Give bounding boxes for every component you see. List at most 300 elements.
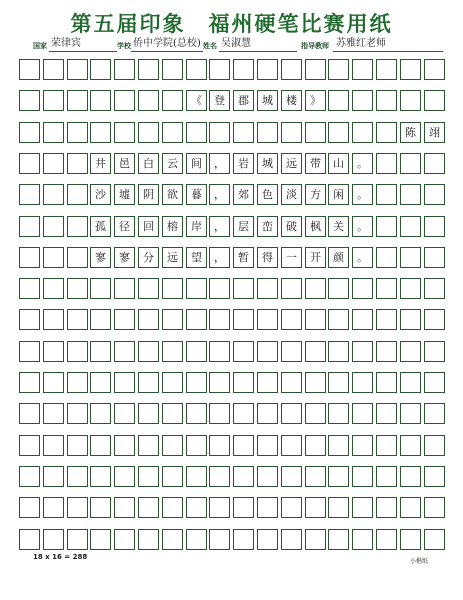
grid-cell [67, 90, 88, 111]
grid-cell [114, 497, 135, 518]
grid-cell [186, 403, 207, 424]
grid-cell: 淡 [281, 184, 302, 205]
teacher-label: 指导教师 [301, 42, 329, 50]
grid-cell [43, 403, 64, 424]
grid-cell [209, 278, 230, 299]
grid-cell [424, 466, 445, 487]
grid-cell [376, 435, 397, 456]
grid-cell [424, 153, 445, 174]
grid-cell [162, 497, 183, 518]
grid-cell [186, 122, 207, 143]
grid-cell [376, 466, 397, 487]
grid-cell [138, 278, 159, 299]
grid-cell [328, 435, 349, 456]
grid-cell [43, 122, 64, 143]
grid-cell: 枫 [305, 216, 326, 237]
grid-cell [138, 403, 159, 424]
grid-cell: 暂 [233, 247, 254, 268]
grid-cell [67, 309, 88, 330]
grid-cell [162, 435, 183, 456]
grid-cell: ， [209, 247, 230, 268]
grid-row [19, 184, 445, 205]
grid-cell [43, 184, 64, 205]
grid-cell [328, 59, 349, 80]
grid-cell: 郊 [233, 184, 254, 205]
grid-row [19, 247, 445, 268]
grid-cell [400, 403, 421, 424]
grid-cell [90, 497, 111, 518]
grid-cell [305, 309, 326, 330]
grid-cell [328, 309, 349, 330]
grid-cell: 城 [257, 90, 278, 111]
grid-cell [19, 247, 40, 268]
grid-cell [209, 529, 230, 550]
grid-cell [19, 278, 40, 299]
grid-cell [138, 341, 159, 362]
grid-cell [352, 372, 373, 393]
grid-cell [114, 278, 135, 299]
grid-cell [305, 372, 326, 393]
grid-cell: 井 [90, 153, 111, 174]
grid-row [19, 122, 445, 143]
grid-cell [400, 153, 421, 174]
grid-cell [233, 278, 254, 299]
grid-cell [424, 309, 445, 330]
grid-cell [162, 529, 183, 550]
grid-cell [19, 497, 40, 518]
grid-cell: 。 [352, 216, 373, 237]
grid-row [19, 216, 445, 237]
grid-cell [281, 497, 302, 518]
grid-cell [114, 466, 135, 487]
grid-cell [400, 466, 421, 487]
grid-cell [90, 278, 111, 299]
grid-cell [281, 278, 302, 299]
grid-cell [424, 403, 445, 424]
grid-cell: 方 [305, 184, 326, 205]
grid-cell [67, 341, 88, 362]
country-label: 国家 [33, 42, 47, 50]
grid-cell [67, 529, 88, 550]
grid-cell [400, 372, 421, 393]
grid-cell [352, 497, 373, 518]
grid-cell [376, 247, 397, 268]
grid-cell [43, 216, 64, 237]
grid-cell [114, 90, 135, 111]
grid-cell [209, 403, 230, 424]
grid-cell [114, 435, 135, 456]
grid-row [19, 403, 445, 424]
grid-row [19, 153, 445, 174]
grid-cell [162, 90, 183, 111]
grid-cell: 邑 [114, 153, 135, 174]
grid-cell [400, 278, 421, 299]
grid-cell: 闲 [328, 184, 349, 205]
grid-cell: 楼 [281, 90, 302, 111]
grid-row [19, 278, 445, 299]
grid-cell [186, 341, 207, 362]
grid-cell [90, 403, 111, 424]
grid-cell [328, 341, 349, 362]
grid-cell: 分 [138, 247, 159, 268]
grid-cell [352, 90, 373, 111]
grid-cell [424, 184, 445, 205]
grid-cell [114, 529, 135, 550]
grid-cell: 阴 [138, 184, 159, 205]
grid-cell [305, 466, 326, 487]
grid-cell [400, 216, 421, 237]
name-label: 姓名 [203, 42, 217, 50]
grid-cell [90, 529, 111, 550]
grid-row [19, 341, 445, 362]
grid-cell: 欲 [162, 184, 183, 205]
grid-cell [376, 216, 397, 237]
grid-cell [424, 529, 445, 550]
grid-cell [138, 466, 159, 487]
grid-cell [209, 497, 230, 518]
grid-cell [328, 403, 349, 424]
grid-cell [209, 372, 230, 393]
grid-cell [352, 59, 373, 80]
grid-cell [162, 309, 183, 330]
name-underline [219, 51, 297, 52]
grid-cell [233, 435, 254, 456]
grid-cell: 色 [257, 184, 278, 205]
grid-cell [328, 122, 349, 143]
grid-cell [67, 59, 88, 80]
grid-cell [19, 153, 40, 174]
paper-type-label: 小楷纸 [410, 558, 429, 565]
grid-cell: ， [209, 153, 230, 174]
grid-cell [67, 184, 88, 205]
grid-cell [376, 278, 397, 299]
grid-cell [400, 247, 421, 268]
grid-cell: 《 [186, 90, 207, 111]
grid-cell [162, 122, 183, 143]
grid-cell [376, 153, 397, 174]
grid-cell [186, 59, 207, 80]
grid-cell [209, 466, 230, 487]
grid-cell: 寥 [114, 247, 135, 268]
grid-cell [43, 153, 64, 174]
grid-cell: ， [209, 184, 230, 205]
grid-cell: 径 [114, 216, 135, 237]
grid-row [19, 529, 445, 550]
grid-cell [233, 59, 254, 80]
grid-cell: 白 [138, 153, 159, 174]
grid-cell [19, 309, 40, 330]
grid-cell [257, 403, 278, 424]
grid-cell [114, 59, 135, 80]
grid-row [19, 309, 445, 330]
grid-cell: 郡 [233, 90, 254, 111]
grid-cell: 峦 [257, 216, 278, 237]
grid-cell [400, 90, 421, 111]
grid-cell: 岸 [186, 216, 207, 237]
grid-cell [138, 309, 159, 330]
grid-cell [424, 341, 445, 362]
grid-cell: 。 [352, 153, 373, 174]
grid-cell: 远 [162, 247, 183, 268]
grid-cell [328, 497, 349, 518]
grid-cell [424, 90, 445, 111]
grid-cell [162, 341, 183, 362]
grid-cell [257, 435, 278, 456]
grid-formula: 18 x 16 = 288 [33, 553, 88, 561]
grid-cell [305, 341, 326, 362]
grid-cell [43, 341, 64, 362]
grid-cell: ， [209, 216, 230, 237]
grid-cell [328, 90, 349, 111]
grid-cell: 翊 [424, 122, 445, 143]
grid-cell [186, 435, 207, 456]
grid-cell [376, 90, 397, 111]
grid-cell [43, 309, 64, 330]
school-value: 侨中学院(总校) [133, 38, 201, 49]
grid-cell [424, 497, 445, 518]
grid-cell: 陈 [400, 122, 421, 143]
grid-cell [67, 278, 88, 299]
grid-cell [281, 435, 302, 456]
grid-cell [43, 529, 64, 550]
grid-cell [138, 122, 159, 143]
grid-cell [376, 497, 397, 518]
grid-cell [400, 309, 421, 330]
grid-cell [209, 122, 230, 143]
grid-cell [352, 341, 373, 362]
grid-cell [67, 122, 88, 143]
grid-cell [257, 529, 278, 550]
grid-cell [424, 247, 445, 268]
grid-cell [43, 497, 64, 518]
grid-cell [90, 90, 111, 111]
grid-cell [281, 122, 302, 143]
grid-row [19, 435, 445, 456]
grid-cell [233, 372, 254, 393]
grid-cell [209, 309, 230, 330]
country-value: 荣律宾 [51, 38, 81, 49]
grid-cell [257, 309, 278, 330]
grid-cell [281, 341, 302, 362]
grid-cell [305, 435, 326, 456]
grid-cell [281, 403, 302, 424]
grid-cell [186, 497, 207, 518]
grid-cell [424, 372, 445, 393]
country-underline [49, 51, 117, 52]
grid-cell [67, 247, 88, 268]
grid-cell [162, 372, 183, 393]
grid-cell: 岩 [233, 153, 254, 174]
grid-cell [233, 403, 254, 424]
grid-cell: 沙 [90, 184, 111, 205]
grid-cell [376, 372, 397, 393]
grid-cell [43, 435, 64, 456]
grid-cell: 寥 [90, 247, 111, 268]
grid-cell [281, 529, 302, 550]
grid-cell [114, 309, 135, 330]
grid-cell [19, 184, 40, 205]
grid-cell [186, 278, 207, 299]
grid-cell [257, 497, 278, 518]
grid-cell [424, 435, 445, 456]
grid-cell [43, 372, 64, 393]
grid-cell [424, 278, 445, 299]
grid-cell [400, 435, 421, 456]
grid-row [19, 466, 445, 487]
grid-cell [352, 122, 373, 143]
grid-cell [305, 529, 326, 550]
grid-cell [281, 466, 302, 487]
grid-cell [67, 403, 88, 424]
grid-cell: 云 [162, 153, 183, 174]
grid-cell [352, 529, 373, 550]
grid-cell [209, 435, 230, 456]
grid-cell [257, 59, 278, 80]
grid-cell [400, 184, 421, 205]
grid-cell [233, 529, 254, 550]
grid-cell [162, 59, 183, 80]
grid-cell [233, 122, 254, 143]
grid-cell [19, 466, 40, 487]
grid-cell [186, 372, 207, 393]
grid-cell [400, 59, 421, 80]
grid-cell [352, 278, 373, 299]
grid-cell [400, 529, 421, 550]
grid-cell [67, 153, 88, 174]
grid-cell [67, 216, 88, 237]
grid-cell [209, 59, 230, 80]
grid-cell: 一 [281, 247, 302, 268]
grid-cell: 墟 [114, 184, 135, 205]
grid-row [19, 90, 445, 111]
grid-cell: 层 [233, 216, 254, 237]
grid-cell [281, 309, 302, 330]
school-underline [131, 51, 203, 52]
grid-cell [19, 435, 40, 456]
teacher-underline [333, 51, 443, 52]
grid-cell: 山 [328, 153, 349, 174]
grid-cell [281, 372, 302, 393]
grid-cell [233, 309, 254, 330]
grid-cell [257, 341, 278, 362]
grid-cell [352, 435, 373, 456]
grid-cell [400, 341, 421, 362]
grid-cell [257, 278, 278, 299]
grid-cell [90, 341, 111, 362]
grid-cell [376, 184, 397, 205]
grid-cell [376, 59, 397, 80]
grid-cell [138, 59, 159, 80]
grid-cell: 间 [186, 153, 207, 174]
grid-cell [376, 122, 397, 143]
grid-cell [257, 372, 278, 393]
grid-cell: 破 [281, 216, 302, 237]
grid-cell: 望 [186, 247, 207, 268]
grid-cell: 孤 [90, 216, 111, 237]
grid-cell [138, 529, 159, 550]
grid-cell [90, 435, 111, 456]
grid-cell [90, 466, 111, 487]
grid-cell [376, 529, 397, 550]
grid-cell [19, 403, 40, 424]
grid-cell [19, 122, 40, 143]
grid-cell [328, 278, 349, 299]
grid-cell [186, 466, 207, 487]
grid-cell: 登 [209, 90, 230, 111]
grid-cell [400, 497, 421, 518]
grid-cell [114, 122, 135, 143]
grid-cell [352, 403, 373, 424]
grid-cell [328, 466, 349, 487]
grid-cell [43, 247, 64, 268]
grid-cell [233, 466, 254, 487]
grid-cell: 》 [305, 90, 326, 111]
grid-cell [328, 529, 349, 550]
grid-cell [305, 403, 326, 424]
grid-cell [209, 341, 230, 362]
grid-cell [305, 497, 326, 518]
grid-cell [305, 122, 326, 143]
grid-cell [376, 341, 397, 362]
info-line [33, 40, 443, 54]
grid-cell: 关 [328, 216, 349, 237]
grid-cell [19, 372, 40, 393]
grid-cell [138, 435, 159, 456]
grid-cell [305, 59, 326, 80]
teacher-value: 苏雅红老师 [336, 38, 386, 49]
school-label: 学校 [117, 42, 131, 50]
grid-cell [162, 403, 183, 424]
grid-cell [186, 309, 207, 330]
grid-cell [281, 59, 302, 80]
grid-cell [67, 372, 88, 393]
grid-cell: 。 [352, 247, 373, 268]
grid-cell [257, 122, 278, 143]
grid-cell [162, 278, 183, 299]
grid-cell [138, 497, 159, 518]
grid-cell [162, 466, 183, 487]
grid-cell: 得 [257, 247, 278, 268]
grid-cell: 回 [138, 216, 159, 237]
grid-cell [90, 309, 111, 330]
grid-cell: 榕 [162, 216, 183, 237]
grid-cell [138, 90, 159, 111]
name-value: 吴淑慧 [221, 38, 251, 49]
grid-cell [424, 216, 445, 237]
grid-cell [352, 466, 373, 487]
grid-row [19, 59, 445, 80]
grid-cell: 远 [281, 153, 302, 174]
grid-row [19, 497, 445, 518]
grid-cell [424, 59, 445, 80]
grid-cell: 暮 [186, 184, 207, 205]
grid-cell [233, 341, 254, 362]
grid-cell [19, 90, 40, 111]
grid-cell [19, 59, 40, 80]
grid-cell [114, 372, 135, 393]
grid-cell [186, 529, 207, 550]
grid-cell [114, 403, 135, 424]
grid-cell: 开 [305, 247, 326, 268]
grid-cell: 。 [352, 184, 373, 205]
grid-cell [90, 372, 111, 393]
page-title: 第五届印象 福州硬笔比赛用纸 [70, 11, 393, 36]
grid-cell [376, 309, 397, 330]
grid-cell [90, 59, 111, 80]
grid-cell [43, 90, 64, 111]
grid-cell [67, 497, 88, 518]
grid-cell [328, 372, 349, 393]
